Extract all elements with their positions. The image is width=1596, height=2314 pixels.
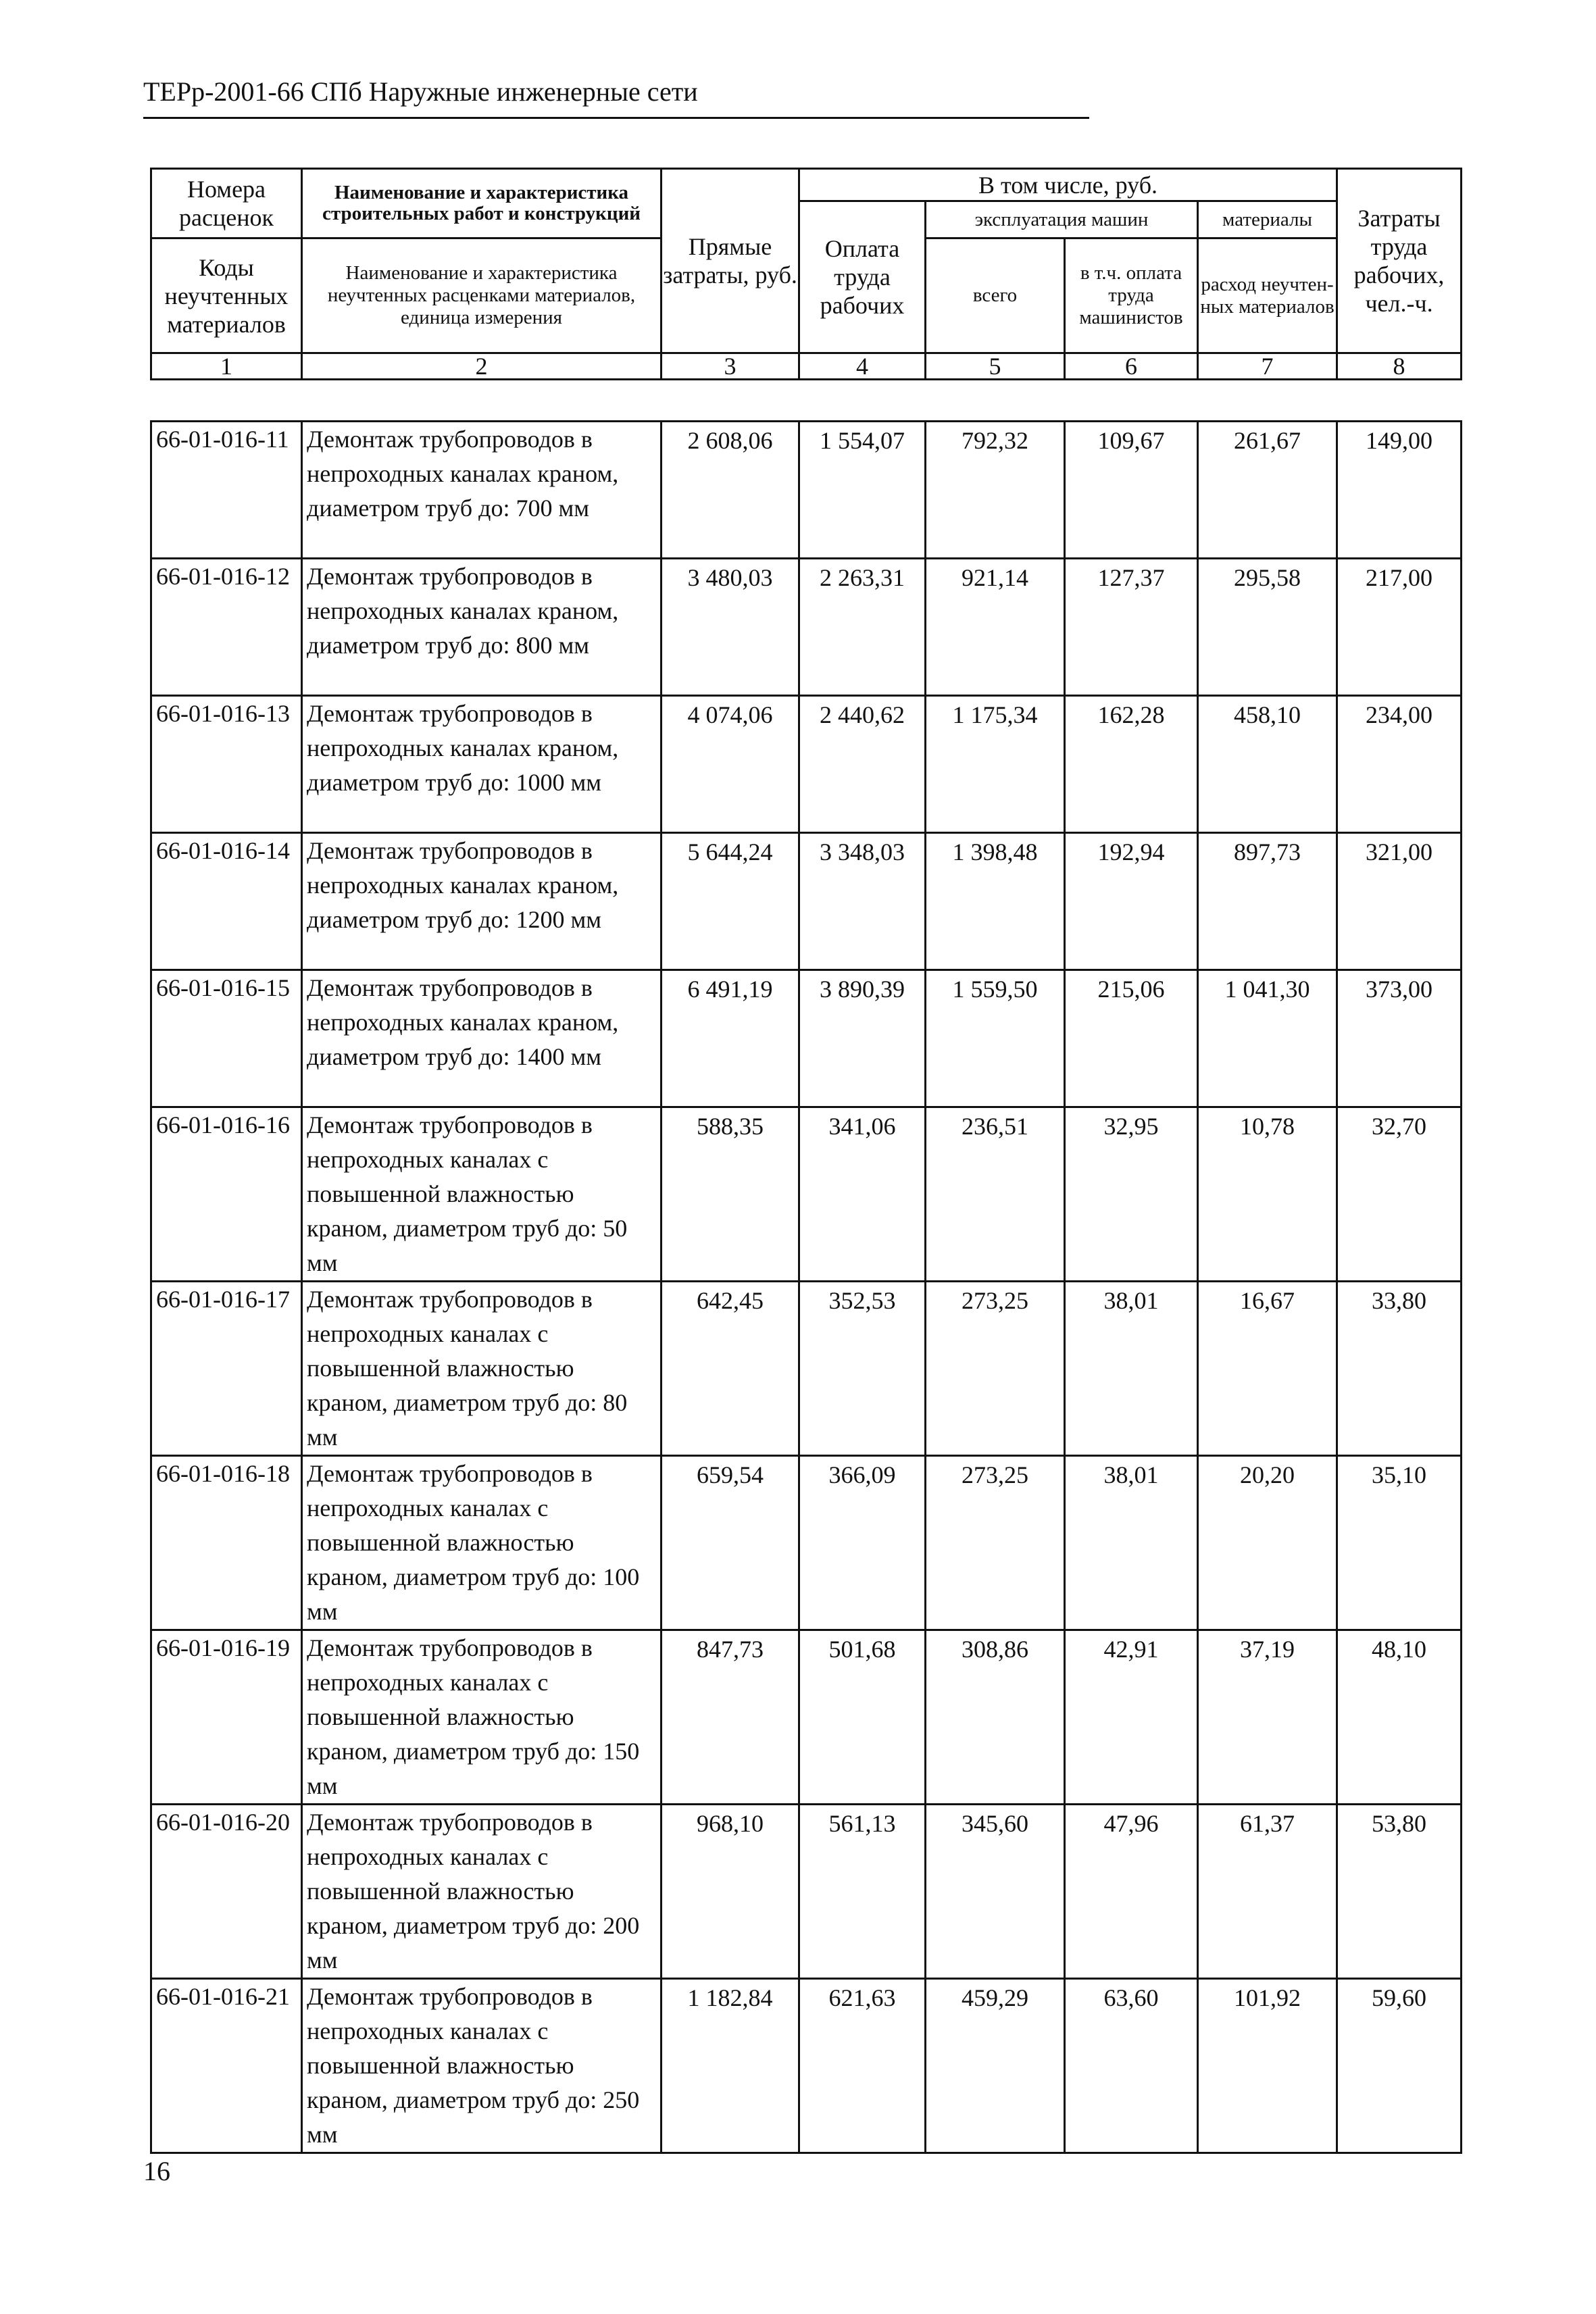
workers-pay: 2 263,31 (799, 559, 926, 696)
direct-costs: 5 644,24 (662, 833, 799, 970)
table-row (151, 970, 1462, 1107)
machinists-pay: 215,06 (1065, 970, 1198, 1107)
machinists-pay: 63,60 (1065, 1979, 1198, 2153)
workers-pay: 3 348,03 (799, 833, 926, 970)
machinists-pay: 127,37 (1065, 559, 1198, 696)
table-row (151, 559, 1462, 696)
header-machinists-pay: в т.ч. оплата труда машинистов (1065, 238, 1198, 353)
labor-hours: 33,80 (1337, 1282, 1462, 1456)
table-row (151, 1456, 1462, 1630)
header-machines-group: эксплуатация машин (926, 201, 1198, 238)
machines-total: 273,25 (926, 1456, 1065, 1630)
materials-cost: 101,92 (1198, 1979, 1337, 2153)
table-row (151, 1979, 1462, 2153)
machinists-pay: 38,01 (1065, 1456, 1198, 1630)
work-description: Демонтаж трубопроводов в непроходных каналах с повышенной влажностью краном, диаметром труб до: 200 мм (302, 1805, 662, 1979)
rate-code: 66-01-016-13 (151, 696, 302, 833)
rate-code: 66-01-016-21 (151, 1979, 302, 2153)
header-codes-bottom: Коды неучтенных материалов (151, 238, 302, 353)
machines-total: 459,29 (926, 1979, 1065, 2153)
labor-hours: 149,00 (1337, 422, 1462, 559)
workers-pay: 341,06 (799, 1107, 926, 1282)
table-row (151, 422, 1462, 559)
machinists-pay: 109,67 (1065, 422, 1198, 559)
column-number: 8 (1337, 353, 1462, 380)
header-unaccounted-materials: расход неучтен-ных материалов (1198, 238, 1337, 353)
direct-costs: 847,73 (662, 1630, 799, 1805)
table-row (151, 1805, 1462, 1979)
column-number: 3 (662, 353, 799, 380)
labor-hours: 373,00 (1337, 970, 1462, 1107)
direct-costs: 4 074,06 (662, 696, 799, 833)
machines-total: 1 398,48 (926, 833, 1065, 970)
machines-total: 921,14 (926, 559, 1065, 696)
work-description: Демонтаж трубопроводов в непроходных каналах краном, диаметром труб до: 700 мм (302, 422, 662, 559)
running-title: ТЕРр-2001-66 СПб Наружные инженерные сети (143, 76, 698, 107)
column-number: 1 (151, 353, 302, 380)
workers-pay: 621,63 (799, 1979, 926, 2153)
rate-code: 66-01-016-11 (151, 422, 302, 559)
machines-total: 345,60 (926, 1805, 1065, 1979)
materials-cost: 10,78 (1198, 1107, 1337, 1282)
materials-cost: 16,67 (1198, 1282, 1337, 1456)
direct-costs: 588,35 (662, 1107, 799, 1282)
workers-pay: 352,53 (799, 1282, 926, 1456)
materials-cost: 37,19 (1198, 1630, 1337, 1805)
machinists-pay: 38,01 (1065, 1282, 1198, 1456)
materials-cost: 458,10 (1198, 696, 1337, 833)
rate-code: 66-01-016-18 (151, 1456, 302, 1630)
direct-costs: 642,45 (662, 1282, 799, 1456)
header-including-group: В том числе, руб. (799, 169, 1337, 201)
workers-pay: 2 440,62 (799, 696, 926, 833)
table-row (151, 833, 1462, 970)
work-description: Демонтаж трубопроводов в непроходных каналах с повышенной влажностью краном, диаметром труб до: 150 мм (302, 1630, 662, 1805)
header-direct-costs: Прямые затраты, руб. (662, 169, 799, 353)
header-name-bottom: Наименование и характеристика неучтенных расценками материалов, единица измерения (302, 238, 662, 353)
rates-table (150, 420, 1462, 2154)
column-number: 2 (302, 353, 662, 380)
machinists-pay: 192,94 (1065, 833, 1198, 970)
header-name-top: Наименование и характеристика строительных работ и конструкций (302, 169, 662, 238)
header-materials-group: материалы (1198, 201, 1337, 238)
table-row (151, 1107, 1462, 1282)
column-number: 7 (1198, 353, 1337, 380)
work-description: Демонтаж трубопроводов в непроходных каналах с повышенной влажностью краном, диаметром труб до: 80 мм (302, 1282, 662, 1456)
labor-hours: 321,00 (1337, 833, 1462, 970)
materials-cost: 295,58 (1198, 559, 1337, 696)
header-rule (143, 117, 1089, 119)
labor-hours: 234,00 (1337, 696, 1462, 833)
labor-hours: 53,80 (1337, 1805, 1462, 1979)
workers-pay: 501,68 (799, 1630, 926, 1805)
header-workers-pay: Оплата труда рабочих (799, 201, 926, 353)
machines-total: 1 559,50 (926, 970, 1065, 1107)
column-number: 5 (926, 353, 1065, 380)
direct-costs: 1 182,84 (662, 1979, 799, 2153)
machines-total: 273,25 (926, 1282, 1065, 1456)
column-number: 4 (799, 353, 926, 380)
rate-code: 66-01-016-12 (151, 559, 302, 696)
header-codes-top: Номера расценок (151, 169, 302, 238)
work-description: Демонтаж трубопроводов в непроходных каналах краном, диаметром труб до: 1000 мм (302, 696, 662, 833)
workers-pay: 1 554,07 (799, 422, 926, 559)
machines-total: 236,51 (926, 1107, 1065, 1282)
materials-cost: 261,67 (1198, 422, 1337, 559)
machinists-pay: 32,95 (1065, 1107, 1198, 1282)
materials-cost: 897,73 (1198, 833, 1337, 970)
work-description: Демонтаж трубопроводов в непроходных каналах краном, диаметром труб до: 800 мм (302, 559, 662, 696)
direct-costs: 968,10 (662, 1805, 799, 1979)
work-description: Демонтаж трубопроводов в непроходных каналах краном, диаметром труб до: 1400 мм (302, 970, 662, 1107)
table-row (151, 1282, 1462, 1456)
labor-hours: 59,60 (1337, 1979, 1462, 2153)
page-number: 16 (143, 2156, 170, 2186)
machines-total: 308,86 (926, 1630, 1065, 1805)
rate-code: 66-01-016-20 (151, 1805, 302, 1979)
machinists-pay: 42,91 (1065, 1630, 1198, 1805)
table-header (150, 168, 1462, 380)
header-machines-total: всего (926, 238, 1065, 353)
work-description: Демонтаж трубопроводов в непроходных каналах с повышенной влажностью краном, диаметром труб до: 100 мм (302, 1456, 662, 1630)
labor-hours: 35,10 (1337, 1456, 1462, 1630)
rate-code: 66-01-016-14 (151, 833, 302, 970)
workers-pay: 561,13 (799, 1805, 926, 1979)
work-description: Демонтаж трубопроводов в непроходных каналах с повышенной влажностью краном, диаметром труб до: 250 мм (302, 1979, 662, 2153)
direct-costs: 2 608,06 (662, 422, 799, 559)
rate-code: 66-01-016-16 (151, 1107, 302, 1282)
materials-cost: 1 041,30 (1198, 970, 1337, 1107)
machines-total: 792,32 (926, 422, 1065, 559)
header-labor-hours: Затраты труда рабочих, чел.-ч. (1337, 169, 1462, 353)
rate-code: 66-01-016-15 (151, 970, 302, 1107)
labor-hours: 32,70 (1337, 1107, 1462, 1282)
rate-code: 66-01-016-17 (151, 1282, 302, 1456)
table-row (151, 1630, 1462, 1805)
materials-cost: 20,20 (1198, 1456, 1337, 1630)
materials-cost: 61,37 (1198, 1805, 1337, 1979)
work-description: Демонтаж трубопроводов в непроходных каналах с повышенной влажностью краном, диаметром труб до: 50 мм (302, 1107, 662, 1282)
machines-total: 1 175,34 (926, 696, 1065, 833)
machinists-pay: 47,96 (1065, 1805, 1198, 1979)
table-row (151, 696, 1462, 833)
column-number: 6 (1065, 353, 1198, 380)
rate-code: 66-01-016-19 (151, 1630, 302, 1805)
column-number-row (151, 353, 1462, 380)
workers-pay: 366,09 (799, 1456, 926, 1630)
direct-costs: 659,54 (662, 1456, 799, 1630)
machinists-pay: 162,28 (1065, 696, 1198, 833)
direct-costs: 6 491,19 (662, 970, 799, 1107)
work-description: Демонтаж трубопроводов в непроходных каналах краном, диаметром труб до: 1200 мм (302, 833, 662, 970)
labor-hours: 217,00 (1337, 559, 1462, 696)
labor-hours: 48,10 (1337, 1630, 1462, 1805)
direct-costs: 3 480,03 (662, 559, 799, 696)
workers-pay: 3 890,39 (799, 970, 926, 1107)
